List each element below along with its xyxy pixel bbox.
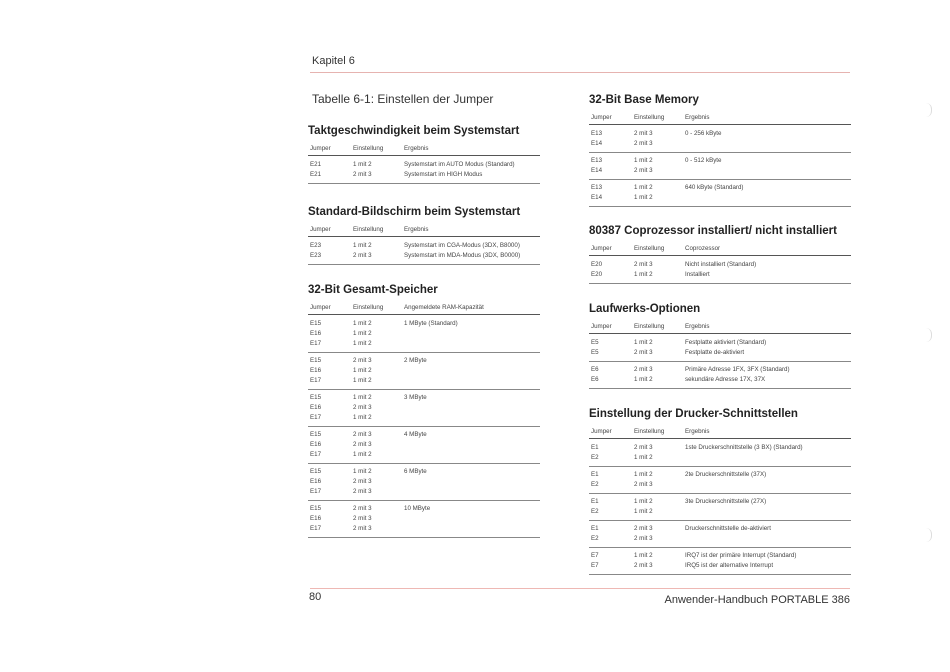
table-row	[589, 166, 851, 176]
column-header: Einstellung	[353, 304, 384, 311]
section-title: Laufwerks-Optionen	[589, 303, 701, 315]
table-row-group	[589, 155, 851, 180]
section-title: 32-Bit Base Memory	[589, 94, 699, 106]
page-number: 80	[309, 591, 322, 603]
table-cell: E16	[310, 478, 322, 485]
column-header: Ergebnis	[685, 323, 710, 330]
table-cell: 1ste Druckerschnittstelle (3 BX) (Standard)	[685, 444, 803, 451]
table-cell: 2 mit 3	[353, 515, 372, 522]
table-cell: E23	[310, 252, 322, 259]
table-row	[308, 504, 540, 514]
section-title: Taktgeschwindigkeit beim Systemstart	[308, 125, 520, 137]
table-cell: 2te Druckerschnittstelle (37X)	[685, 471, 767, 478]
table-row	[308, 251, 540, 261]
table-cell: E2	[591, 481, 599, 488]
table-cell: E5	[591, 339, 599, 346]
table-cell: E1	[591, 498, 599, 505]
table-row	[308, 467, 540, 477]
table-cell: 2 mit 3	[634, 366, 653, 373]
column-header: Ergebnis	[404, 226, 429, 233]
table-cell: E17	[310, 451, 322, 458]
table-cell: 1 mit 2	[634, 471, 653, 478]
column-header: Ergebnis	[404, 145, 429, 152]
table-cell: 1 mit 2	[634, 454, 653, 461]
binding-mark	[925, 328, 932, 342]
table-row	[308, 329, 540, 339]
table-cell: E7	[591, 562, 599, 569]
table-cell: Festplatte aktiviert (Standard)	[685, 339, 767, 346]
column-header: Ergebnis	[685, 114, 710, 121]
column-header: Jumper	[591, 245, 612, 252]
table-row	[589, 497, 851, 507]
table-cell: E13	[591, 130, 603, 137]
table-cell: Nicht installiert (Standard)	[685, 261, 757, 268]
table-header-row	[589, 426, 851, 439]
table-cell: E1	[591, 471, 599, 478]
table-cell: 1 mit 2	[634, 376, 653, 383]
table-header-row	[589, 112, 851, 125]
table-cell: E15	[310, 431, 322, 438]
column-header: Jumper	[310, 304, 331, 311]
table-cell: Primäre Adresse 1FX, 3FX (Standard)	[685, 366, 790, 373]
table-cell: Systemstart im MDA-Modus (3DX, B0000)	[404, 252, 521, 259]
table-cell: 2 mit 3	[353, 488, 372, 495]
table-cell: E14	[591, 194, 603, 201]
table-row-group	[308, 355, 540, 390]
table-cell: E6	[591, 366, 599, 373]
table-cell: 0 - 256 kByte	[685, 130, 722, 137]
table-row-group	[589, 442, 851, 467]
table-row	[589, 507, 851, 517]
table-cell: 3te Druckerschnittstelle (27X)	[685, 498, 767, 505]
table-row	[308, 477, 540, 487]
table-header-row	[589, 321, 851, 334]
table-cell: 1 mit 2	[634, 339, 653, 346]
table-cell: Installiert	[685, 271, 710, 278]
table-cell: Druckerschnittstelle de-aktiviert	[685, 525, 771, 532]
jumper-section	[308, 125, 540, 186]
table-cell: E17	[310, 414, 322, 421]
table-cell: Festplatte de-aktiviert	[685, 349, 745, 356]
table-cell: 2 mit 3	[353, 357, 372, 364]
table-cell: E15	[310, 320, 322, 327]
table-cell: 2 mit 3	[353, 505, 372, 512]
table-cell: E6	[591, 376, 599, 383]
table-row-group	[589, 182, 851, 207]
table-cell: E1	[591, 444, 599, 451]
table-cell: 2 mit 3	[634, 444, 653, 451]
table-cell: 0 - 512 kByte	[685, 157, 722, 164]
table-cell: E14	[591, 140, 603, 147]
table-cell: 2 mit 3	[353, 441, 372, 448]
table-cell: 1 mit 2	[634, 498, 653, 505]
table-row-group	[308, 466, 540, 501]
table-row-group	[589, 550, 851, 575]
table-cell: IRQ5 ist der alternative Interrupt	[685, 562, 774, 569]
table-cell: E23	[310, 242, 322, 249]
table-cell: 2 mit 3	[634, 261, 653, 268]
table-cell: E1	[591, 525, 599, 532]
table-cell: 1 mit 2	[353, 161, 372, 168]
table-cell: E15	[310, 505, 322, 512]
table-cell: Systemstart im CGA-Modus (3DX, B8000)	[404, 242, 520, 249]
table-cell: 1 mit 2	[353, 468, 372, 475]
table-row	[589, 470, 851, 480]
table-row-group	[589, 496, 851, 521]
column-header: Einstellung	[634, 245, 665, 252]
table-cell: 1 mit 2	[353, 242, 372, 249]
table-cell: E2	[591, 535, 599, 542]
table-row	[589, 561, 851, 571]
table-row	[308, 160, 540, 170]
table-cell: 1 mit 2	[634, 271, 653, 278]
footer-rule	[310, 588, 850, 589]
column-header: Einstellung	[353, 145, 384, 152]
table-row	[589, 183, 851, 193]
table-cell: 1 mit 2	[634, 194, 653, 201]
table-cell: E14	[591, 167, 603, 174]
table-row	[308, 393, 540, 403]
table-row	[589, 260, 851, 270]
table-row	[308, 366, 540, 376]
table-cell: E20	[591, 261, 603, 268]
table-cell: E2	[591, 454, 599, 461]
table-cell: sekundäre Adresse 17X, 37X	[685, 376, 766, 383]
table-row	[308, 524, 540, 534]
table-cell: 2 mit 3	[353, 525, 372, 532]
column-header: Ergebnis	[685, 428, 710, 435]
table-row-group	[308, 392, 540, 427]
table-cell: E5	[591, 349, 599, 356]
table-cell: 1 MByte (Standard)	[404, 320, 458, 327]
table-row	[589, 551, 851, 561]
column-header: Jumper	[591, 323, 612, 330]
section-title: 80387 Coprozessor installiert/ nicht installiert	[589, 225, 837, 237]
table-cell: 2 mit 3	[634, 525, 653, 532]
table-cell: Systemstart im HIGH Modus	[404, 171, 483, 178]
table-cell: E13	[591, 157, 603, 164]
chapter-header: Kapitel 6	[312, 55, 355, 67]
table-row-group	[589, 523, 851, 548]
table-row	[589, 270, 851, 280]
manual-title: Anwender-Handbuch PORTABLE 386	[664, 594, 850, 606]
table-cell: 2 mit 3	[634, 130, 653, 137]
table-row-group	[589, 469, 851, 494]
section-title: Standard-Bildschirm beim Systemstart	[308, 206, 521, 218]
table-cell: 1 mit 2	[353, 377, 372, 384]
binding-mark	[925, 528, 932, 542]
table-cell: E20	[591, 271, 603, 278]
table-row	[589, 348, 851, 358]
jumper-section	[308, 284, 540, 540]
table-row	[308, 413, 540, 423]
table-row	[308, 487, 540, 497]
table-row-group	[589, 364, 851, 389]
table-cell: 640 kByte (Standard)	[685, 184, 744, 191]
table-row-group	[589, 128, 851, 153]
table-cell: 2 mit 3	[634, 167, 653, 174]
table-row	[589, 375, 851, 385]
column-header: Jumper	[310, 145, 331, 152]
table-row	[589, 129, 851, 139]
column-header: Angemeldete RAM-Kapazität	[404, 304, 484, 311]
table-cell: 2 mit 3	[353, 404, 372, 411]
table-cell: IRQ7 ist der primäre Interrupt (Standard)	[685, 552, 797, 559]
column-header: Einstellung	[634, 114, 665, 121]
table-cell: Systemstart im AUTO Modus (Standard)	[404, 161, 515, 168]
table-cell: 2 mit 3	[634, 481, 653, 488]
table-cell: 1 mit 2	[353, 394, 372, 401]
table-cell: E17	[310, 488, 322, 495]
table-row	[589, 480, 851, 490]
table-header-row	[308, 224, 540, 237]
table-cell: E16	[310, 367, 322, 374]
table-row-group	[308, 159, 540, 184]
table-cell: E16	[310, 330, 322, 337]
table-cell: 1 mit 2	[353, 340, 372, 347]
jumper-section	[589, 94, 851, 209]
column-header: Coprozessor	[685, 245, 721, 252]
table-row	[308, 440, 540, 450]
table-row	[308, 430, 540, 440]
table-cell: 2 mit 3	[634, 140, 653, 147]
table-row	[308, 450, 540, 460]
table-row	[589, 139, 851, 149]
table-cell: 2 mit 3	[353, 431, 372, 438]
table-row-group	[308, 429, 540, 464]
section-title: Einstellung der Drucker-Schnittstellen	[589, 408, 798, 420]
table-row	[308, 356, 540, 366]
table-row	[589, 365, 851, 375]
table-row	[589, 156, 851, 166]
table-cell: 1 mit 2	[353, 367, 372, 374]
table-cell: 1 mit 2	[353, 451, 372, 458]
column-header: Jumper	[591, 114, 612, 121]
table-cell: E16	[310, 441, 322, 448]
table-cell: E2	[591, 508, 599, 515]
table-row	[308, 376, 540, 386]
column-header: Einstellung	[634, 323, 665, 330]
table-row	[308, 241, 540, 251]
table-row	[589, 534, 851, 544]
table-cell: E15	[310, 394, 322, 401]
table-cell: E16	[310, 404, 322, 411]
column-header: Einstellung	[353, 226, 384, 233]
table-cell: 4 MByte	[404, 431, 427, 438]
table-cell: E15	[310, 468, 322, 475]
table-cell: 1 mit 2	[634, 157, 653, 164]
jumper-section	[589, 408, 851, 577]
table-row	[589, 193, 851, 203]
header-rule	[310, 72, 850, 73]
table-row-group	[308, 240, 540, 265]
table-cell: 1 mit 2	[634, 552, 653, 559]
table-cell: 2 MByte	[404, 357, 427, 364]
column-header: Einstellung	[634, 428, 665, 435]
table-cell: E17	[310, 525, 322, 532]
table-title: Tabelle 6-1: Einstellen der Jumper	[312, 92, 494, 106]
section-title: 32-Bit Gesamt-Speicher	[308, 284, 438, 296]
jumper-section	[589, 225, 851, 286]
table-header-row	[308, 302, 540, 315]
table-cell: E21	[310, 171, 322, 178]
table-cell: 10 MByte	[404, 505, 431, 512]
table-row	[308, 170, 540, 180]
table-row	[308, 514, 540, 524]
table-header-row	[589, 243, 851, 256]
table-cell: 2 mit 3	[634, 535, 653, 542]
table-cell: 3 MByte	[404, 394, 427, 401]
table-cell: E15	[310, 357, 322, 364]
table-row-group	[589, 337, 851, 362]
table-cell: 2 mit 3	[634, 562, 653, 569]
table-cell: E17	[310, 377, 322, 384]
table-row	[308, 319, 540, 329]
column-header: Jumper	[310, 226, 331, 233]
table-cell: E13	[591, 184, 603, 191]
table-row	[589, 338, 851, 348]
table-row	[589, 443, 851, 453]
table-cell: 2 mit 3	[353, 252, 372, 259]
table-cell: 1 mit 2	[634, 508, 653, 515]
column-header: Jumper	[591, 428, 612, 435]
table-row-group	[589, 259, 851, 284]
table-cell: 1 mit 2	[353, 330, 372, 337]
table-cell: E7	[591, 552, 599, 559]
table-row	[589, 453, 851, 463]
table-cell: 1 mit 2	[353, 414, 372, 421]
table-cell: E16	[310, 515, 322, 522]
table-header-row	[308, 143, 540, 156]
table-row-group	[308, 503, 540, 538]
table-row	[308, 339, 540, 349]
table-cell: 1 mit 2	[353, 320, 372, 327]
table-cell: 6 MByte	[404, 468, 427, 475]
table-cell: 1 mit 2	[634, 184, 653, 191]
table-row	[589, 524, 851, 534]
table-cell: E21	[310, 161, 322, 168]
table-cell: 2 mit 3	[634, 349, 653, 356]
table-row	[308, 403, 540, 413]
table-cell: 2 mit 3	[353, 478, 372, 485]
jumper-section	[589, 303, 851, 391]
table-cell: E17	[310, 340, 322, 347]
jumper-section	[308, 206, 540, 267]
table-cell: 2 mit 3	[353, 171, 372, 178]
table-row-group	[308, 318, 540, 353]
binding-mark	[925, 103, 932, 117]
